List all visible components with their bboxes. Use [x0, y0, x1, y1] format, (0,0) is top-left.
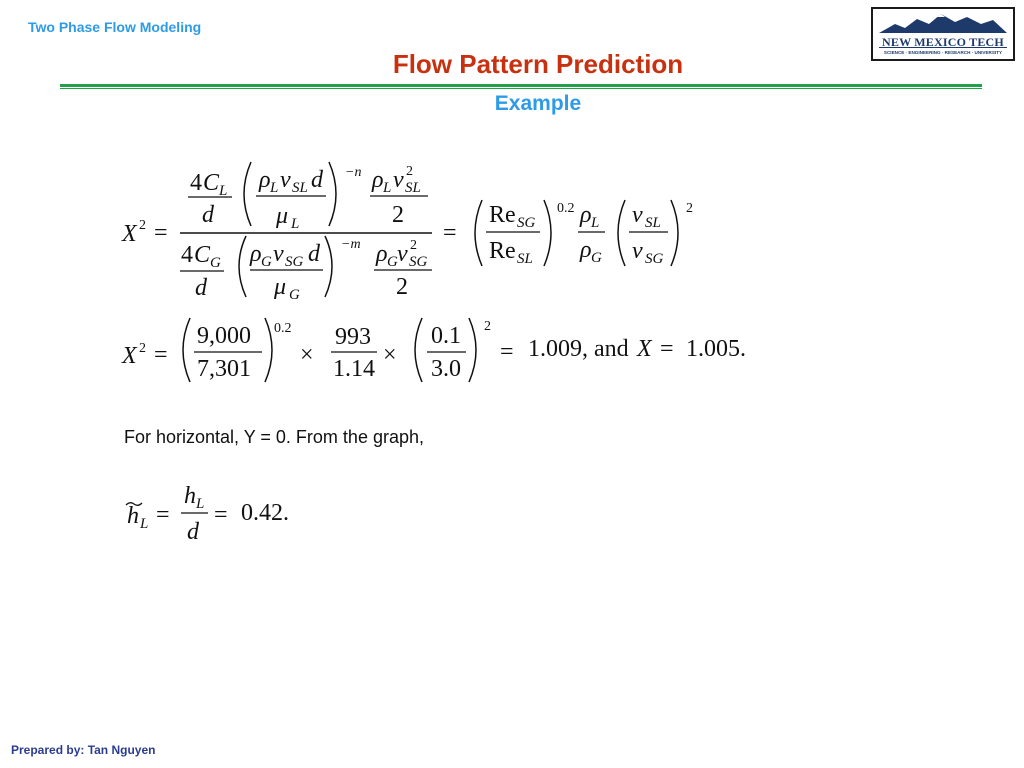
eq2-times-1: × [300, 342, 314, 368]
eq1-den-d-inner: d [308, 241, 320, 267]
footer-author: Prepared by: Tan Nguyen [11, 743, 156, 757]
eq3-equals: = [156, 502, 170, 528]
eq2-result: 1.009, and [528, 336, 629, 362]
eq3-equals-2: = [214, 502, 228, 528]
eq1-num-mu-sub: L [291, 216, 300, 232]
eq1-num-c-sub: L [219, 183, 228, 199]
eq1-den-exponent: −m [341, 237, 361, 252]
eq2-f3-exponent: 2 [484, 319, 491, 334]
eq1-den-nu: ν [273, 241, 284, 267]
eq1-den-c-sub: G [210, 255, 221, 271]
eq1-num-nu2-sup: 2 [406, 164, 413, 179]
eq1-re-bottom: Re [489, 238, 516, 264]
eq1-den-rho: ρ [250, 241, 262, 267]
body-text: For horizontal, Y = 0. From the graph, [124, 427, 424, 447]
eq1-den-rho-sub: G [261, 254, 272, 270]
eq1-re-top: Re [489, 202, 516, 228]
eq1-den-nu2-sub: SG [409, 254, 428, 270]
logo-tagline: SCIENCE · ENGINEERING · RESEARCH · UNIVERSITY [883, 50, 1003, 55]
eq1-num-coeff: 4 [190, 170, 202, 196]
eq1-lhs-exponent: 2 [139, 218, 146, 233]
eq1-num-rho: ρ [259, 167, 271, 193]
eq2-f3-denominator: 3.0 [431, 356, 461, 382]
eq1-lhs: X [122, 221, 137, 247]
eq1-den-nu-sub: SG [285, 254, 304, 270]
eq1-v-top: ν [632, 202, 643, 228]
eq1-den-coeff: 4 [181, 242, 193, 268]
eq1-num-nu2-sub: SL [405, 180, 421, 196]
slide-subtitle: Example [494, 92, 582, 115]
eq1-re-top-sub: SG [517, 215, 536, 231]
course-label: Two Phase Flow Modeling [28, 19, 202, 35]
eq2-x-value: 1.005. [686, 336, 746, 362]
eq2-equals: = [154, 342, 168, 368]
eq2-x: X [637, 336, 652, 362]
eq1-rho-bottom: ρ [580, 237, 592, 263]
eq1-num-d: d [202, 202, 214, 228]
eq1-num-mu: μ [276, 203, 289, 229]
eq1-v-top-sub: SL [645, 215, 661, 231]
eq2-lhs: X [122, 343, 137, 369]
eq2-f2-denominator: 1.14 [333, 356, 375, 382]
eq1-re-bottom-sub: SL [517, 251, 533, 267]
eq2-f2-numerator: 993 [335, 324, 371, 350]
eq1-v-exponent: 2 [686, 201, 693, 216]
eq1-rho-bottom-sub: G [591, 250, 602, 266]
eq1-num-nu: ν [280, 167, 291, 193]
eq1-den-nu2-sup: 2 [410, 238, 417, 253]
logo-name: NEW MEXICO TECH [882, 35, 1004, 49]
eq1-num-rho2-sub: L [383, 180, 392, 196]
eq1-num-nu2: ν [393, 167, 404, 193]
eq1-den-two: 2 [396, 274, 408, 300]
eq2-times-2: × [383, 342, 397, 368]
eq3-numerator-sub: L [196, 496, 205, 512]
eq1-den-rho2-sub: G [387, 254, 398, 270]
eq3-lhs: h [127, 503, 139, 529]
eq1-den-c: C [194, 242, 211, 268]
eq1-rho-top: ρ [580, 202, 592, 228]
eq2-lhs-exponent: 2 [139, 341, 146, 356]
eq1-v-bottom: ν [632, 238, 643, 264]
eq3-value: 0.42. [241, 500, 289, 526]
eq1-den-nu2: ν [397, 241, 408, 267]
eq1-num-c: C [203, 170, 220, 196]
eq1-rho-top-sub: L [591, 215, 600, 231]
eq1-v-bottom-sub: SG [645, 251, 664, 267]
eq1-num-exponent: −n [345, 165, 362, 180]
eq3-numerator: h [184, 483, 196, 509]
eq3-lhs-sub: L [140, 516, 149, 532]
eq1-equals: = [154, 220, 168, 246]
eq1-den-mu-sub: G [289, 287, 300, 303]
eq2-f3-numerator: 0.1 [431, 323, 461, 349]
eq2-f1-denominator: 7,301 [197, 356, 251, 382]
eq1-num-d-inner: d [311, 167, 323, 193]
eq2-f1-exponent: 0.2 [274, 321, 292, 336]
eq1-num-rho2: ρ [372, 167, 384, 193]
eq2-equals-2: = [500, 339, 514, 365]
slide-title: Flow Pattern Prediction [392, 49, 684, 79]
eq1-den-d: d [195, 275, 207, 301]
eq1-num-rho-sub: L [270, 180, 279, 196]
eq1-den-rho2: ρ [376, 241, 388, 267]
eq2-f1-numerator: 9,000 [197, 323, 251, 349]
eq1-re-exponent: 0.2 [557, 201, 575, 216]
eq1-num-nu-sub: SL [292, 180, 308, 196]
eq3-denominator: d [187, 519, 199, 545]
eq2-equals-3: = [660, 336, 674, 362]
eq1-den-mu: μ [274, 274, 287, 300]
eq1-num-two: 2 [392, 202, 404, 228]
eq1-equals-2: = [443, 220, 457, 246]
